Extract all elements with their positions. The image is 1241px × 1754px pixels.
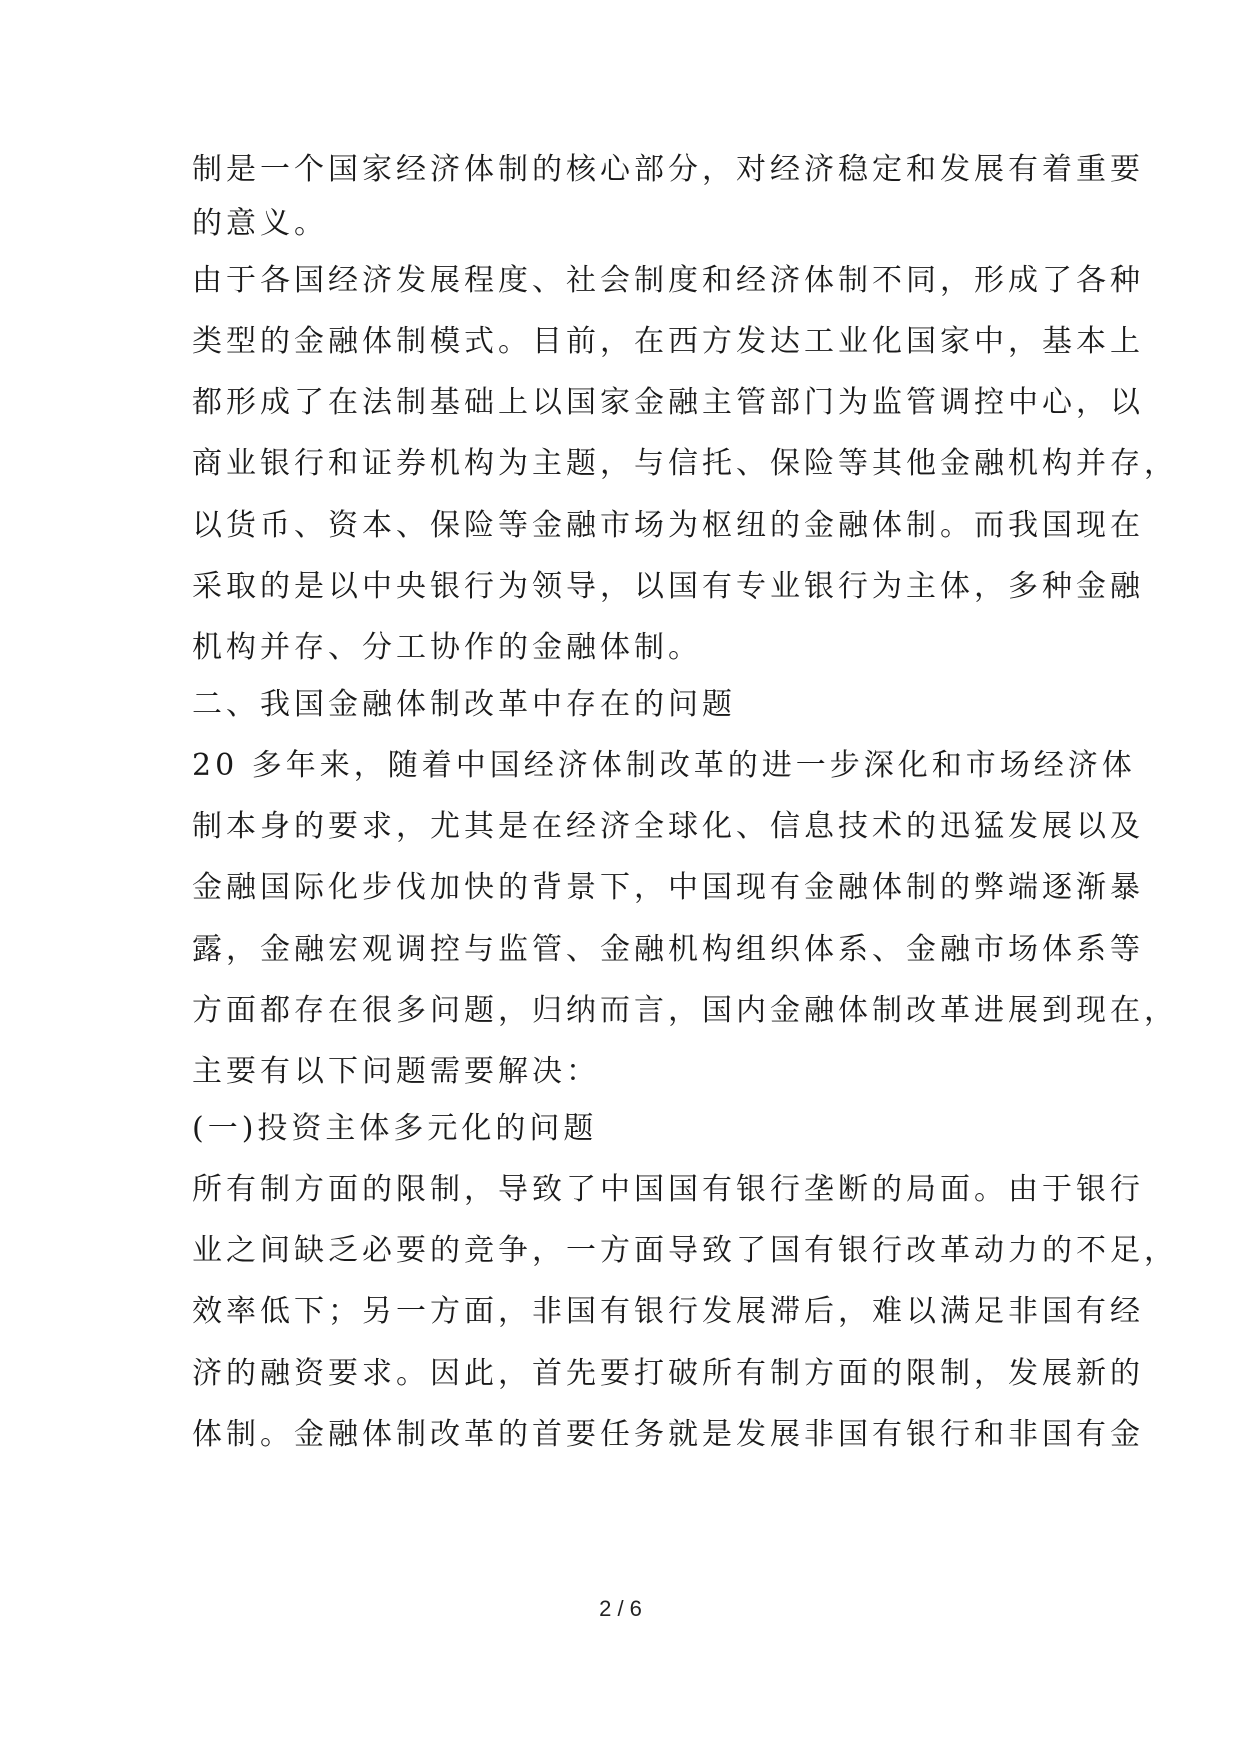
text-line: 20 多年来，随着中国经济体制改革的进一步深化和市场经济体 xyxy=(192,748,1136,783)
text-line: 制是一个国家经济体制的核心部分，对经济稳定和发展有着重要 xyxy=(192,152,1144,187)
text-line: 露，金融宏观调控与监管、金融机构组织体系、金融市场体系等 xyxy=(192,932,1144,967)
text-line: 由于各国经济发展程度、社会制度和经济体制不同，形成了各种 xyxy=(192,263,1144,298)
text-line: 体制。金融体制改革的首要任务就是发展非国有银行和非国有金 xyxy=(192,1417,1144,1452)
text-line: 主要有以下问题需要解决： xyxy=(192,1054,600,1089)
text-line: 都形成了在法制基础上以国家金融主管部门为监管调控中心，以 xyxy=(192,385,1144,420)
subsection-heading: (一)投资主体多元化的问题 xyxy=(192,1111,598,1146)
text-line: 济的融资要求。因此，首先要打破所有制方面的限制，发展新的 xyxy=(192,1356,1144,1391)
text-line: 机构并存、分工协作的金融体制。 xyxy=(192,630,702,665)
text-line: 的意义。 xyxy=(192,206,328,241)
text-line: 制本身的要求，尤其是在经济全球化、信息技术的迅猛发展以及 xyxy=(192,809,1144,844)
page-number: 2 / 6 xyxy=(599,1596,642,1621)
text-line: 所有制方面的限制，导致了中国国有银行垄断的局面。由于银行 xyxy=(192,1172,1144,1207)
text-line: 采取的是以中央银行为领导，以国有专业银行为主体，多种金融 xyxy=(192,569,1144,604)
section-heading: 二、我国金融体制改革中存在的问题 xyxy=(192,687,736,722)
text-line: 金融国际化步伐加快的背景下，中国现有金融体制的弊端逐渐暴 xyxy=(192,870,1144,905)
text-line: 方面都存在很多问题，归纳而言，国内金融体制改革进展到现在， xyxy=(192,993,1178,1028)
text-line: 以货币、资本、保险等金融市场为枢纽的金融体制。而我国现在 xyxy=(192,508,1144,543)
text-line: 类型的金融体制模式。目前，在西方发达工业化国家中，基本上 xyxy=(192,324,1144,359)
text-line: 业之间缺乏必要的竞争，一方面导致了国有银行改革动力的不足， xyxy=(192,1233,1178,1268)
text-line: 商业银行和证券机构为主题，与信托、保险等其他金融机构并存， xyxy=(192,446,1178,481)
text-line: 效率低下；另一方面，非国有银行发展滞后，难以满足非国有经 xyxy=(192,1294,1144,1329)
